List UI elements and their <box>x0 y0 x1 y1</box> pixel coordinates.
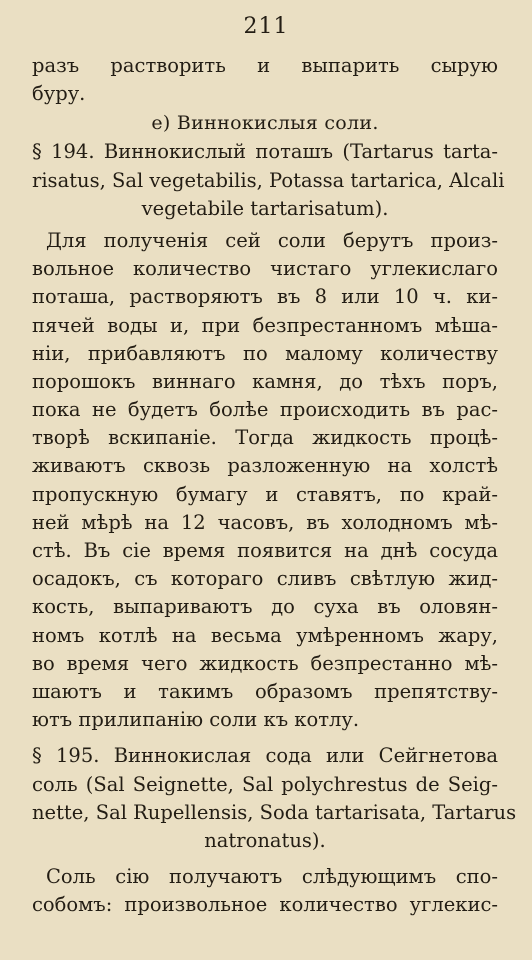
paragraph-line: Для полученія сей соли берутъ произ- <box>46 228 498 252</box>
paragraph-line: осадокъ, съ котораго сливъ свѣтлую жид- <box>32 567 498 591</box>
paragraph-line: пячей воды и, при безпрестанномъ мѣша- <box>32 313 498 337</box>
section-title-line: § 195. Виннокислая сода или Сейгнетова <box>32 744 498 768</box>
paragraph-line: кость, выпариваютъ до суха въ оловян- <box>32 595 498 619</box>
paragraph-line: ютъ прилипанію соли къ котлу. <box>32 708 360 732</box>
section-title-line: vegetabile tartarisatum). <box>141 196 389 220</box>
paragraph-line: творѣ вскипаніе. Тогда жидкость процѣ- <box>32 426 498 450</box>
text-line: разъ растворить и выпарить сырую <box>32 54 498 77</box>
paragraph-line: ніи, прибавляютъ по малому количеству <box>32 341 498 365</box>
page-text <box>32 52 517 919</box>
section-title-line: § 194. Виннокислый поташъ (Tartarus tarta- <box>32 140 498 164</box>
paragraph-line: номъ котлѣ на весьма умѣренномъ жару, <box>32 623 498 647</box>
paragraph-line: стѣ. Въ сіе время появится на днѣ сосуда <box>32 539 498 562</box>
paragraph-line: вольное количество чистаго углекислаго <box>32 257 498 281</box>
text-line: буру. <box>32 82 86 106</box>
section-title-line: risatus, Sal vegetabilis, Potassa tartarica, Alcali <box>32 168 505 192</box>
page-number: 211 <box>243 14 289 39</box>
paragraph-line: собомъ: произвольное количество углекис- <box>32 893 498 917</box>
paragraph-line: пока не будетъ болѣе происходить въ рас- <box>32 398 498 422</box>
paragraph-line: во время чего жидкость безпрестанно мѣ- <box>32 651 498 675</box>
section-heading: е) Виннокислыя соли. <box>151 112 379 135</box>
paragraph-line: Соль сію получаютъ слѣдующимъ спо- <box>46 865 498 889</box>
paragraph-line: ней мѣрѣ на 12 часовъ, въ холодномъ мѣ- <box>32 510 498 534</box>
paragraph-line: поташа, растворяютъ въ 8 или 10 ч. ки- <box>32 285 498 309</box>
paragraph-line: порошокъ виннаго камня, до тѣхъ поръ, <box>32 369 498 393</box>
section-195 <box>32 742 517 919</box>
section-title-line: nette, Sal Rupellensis, Soda tartarisata, Tartarus <box>32 800 517 824</box>
paragraph-line: пропускную бумагу и ставятъ, по край- <box>32 482 498 506</box>
paragraph-line: живаютъ сквозь разложенную на холстѣ <box>32 454 498 478</box>
section-title-line: соль (Sal Seignette, Sal polychrestus de Seig- <box>32 772 498 796</box>
section-194 <box>32 138 505 734</box>
paragraph-line: шаютъ и такимъ образомъ препятству- <box>32 679 498 703</box>
section-title-line: natronatus). <box>204 828 326 852</box>
